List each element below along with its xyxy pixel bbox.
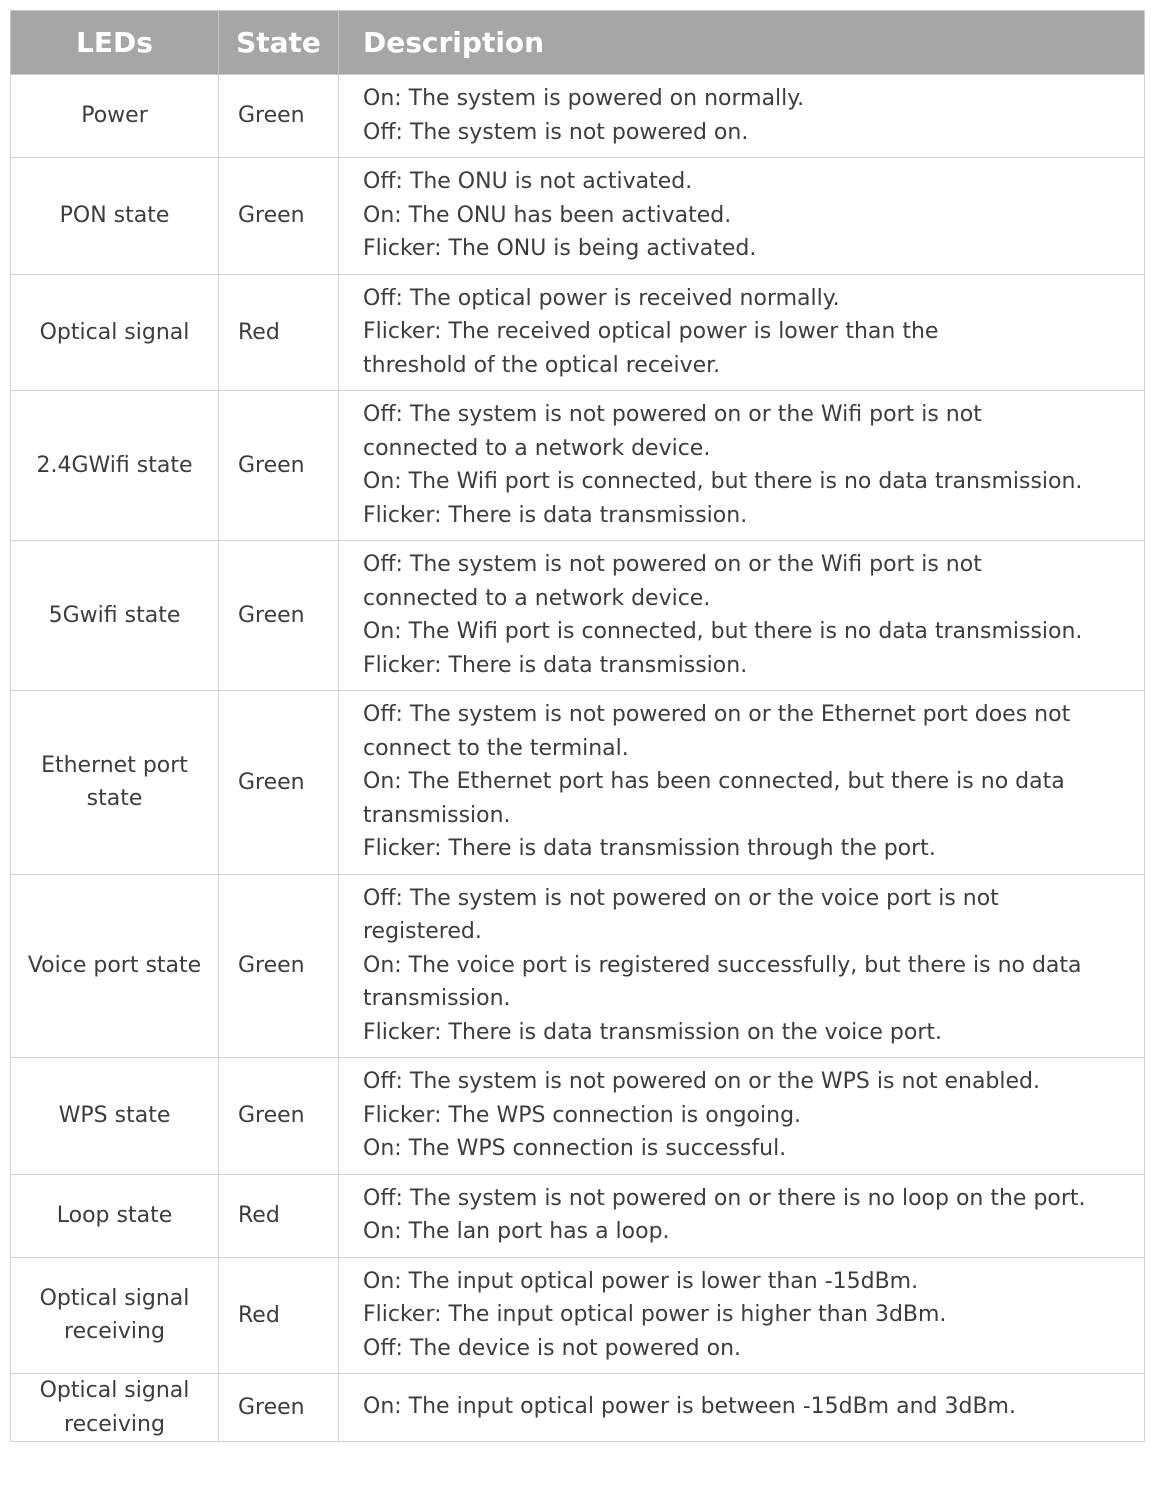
led-description-cell <box>339 274 1145 391</box>
description-line: On: The input optical power is lower than -15dBm. <box>363 1268 919 1294</box>
led-state-cell: Green <box>219 391 339 541</box>
led-description-cell <box>339 158 1145 275</box>
led-state-cell: Green <box>219 1374 339 1442</box>
led-state-cell: Green <box>219 541 339 691</box>
header-state: State <box>219 11 339 75</box>
description-line: Off: The system is not powered on or the Ethernet port does not <box>363 702 1071 727</box>
led-description-cell <box>339 1174 1145 1257</box>
description-line: On: The voice port is registered successfully, but there is no data <box>363 952 1082 978</box>
description-line: Flicker: The WPS connection is ongoing. <box>363 1102 802 1128</box>
description-line: Off: The system is not powered on or the voice port is not <box>363 885 999 911</box>
led-state-cell: Green <box>219 691 339 875</box>
led-name-cell: Optical signal receiving <box>11 1374 219 1442</box>
header-description: Description <box>339 11 1145 75</box>
led-description-cell <box>339 541 1145 691</box>
table-row <box>11 391 1145 541</box>
table-row <box>11 691 1145 875</box>
led-name-cell: Voice port state <box>11 874 219 1058</box>
table-header <box>11 11 1145 75</box>
table-row <box>11 1058 1145 1175</box>
table-row <box>11 874 1145 1058</box>
description-line: transmission. <box>363 986 511 1011</box>
description-line: connect to the terminal. <box>363 735 629 761</box>
led-description-cell <box>339 1058 1145 1175</box>
table-row <box>11 274 1145 391</box>
header-row <box>11 11 1145 75</box>
led-state-cell: Red <box>219 1257 339 1374</box>
header-leds: LEDs <box>11 11 219 75</box>
table-body <box>11 75 1145 1442</box>
table-row <box>11 158 1145 275</box>
description-line: On: The system is powered on normally. <box>363 86 805 111</box>
led-description-cell <box>339 391 1145 541</box>
led-name-cell: Loop state <box>11 1174 219 1257</box>
description-line: On: The Wifi port is connected, but there is no data transmission. <box>363 469 1083 494</box>
description-line: Flicker: The ONU is being activated. <box>363 236 757 261</box>
description-line: Off: The system is not powered on or the Wifi port is not <box>363 552 982 577</box>
led-state-cell: Red <box>219 1174 339 1257</box>
description-line: Off: The system is not powered on or there is no loop on the port. <box>363 1185 1086 1211</box>
led-status-table <box>10 10 1145 1442</box>
description-line: connected to a network device. <box>363 585 711 611</box>
led-name-cell: Optical signal <box>11 274 219 391</box>
led-state-cell: Red <box>219 274 339 391</box>
description-line: On: The Ethernet port has been connected, but there is no data <box>363 769 1065 794</box>
led-name-cell: 5Gwifi state <box>11 541 219 691</box>
led-state-cell: Green <box>219 874 339 1058</box>
description-line: threshold of the optical receiver. <box>363 352 721 378</box>
led-description-cell <box>339 1374 1145 1442</box>
description-line: On: The lan port has a loop. <box>363 1219 670 1244</box>
led-description-cell <box>339 1257 1145 1374</box>
led-name-cell: WPS state <box>11 1058 219 1175</box>
table-row <box>11 1374 1145 1442</box>
description-line: Flicker: The input optical power is higher than 3dBm. <box>363 1302 947 1327</box>
description-line: Off: The device is not powered on. <box>363 1335 742 1361</box>
description-line: Off: The system is not powered on or the WPS is not enabled. <box>363 1069 1041 1094</box>
led-name-cell: PON state <box>11 158 219 275</box>
description-line: Off: The optical power is received normally. <box>363 285 840 311</box>
led-description-cell <box>339 75 1145 158</box>
description-line: Off: The system is not powered on. <box>363 119 749 145</box>
description-line: transmission. <box>363 802 511 828</box>
led-name-cell: Power <box>11 75 219 158</box>
description-line: registered. <box>363 919 482 944</box>
led-name-cell: Ethernet port state <box>11 691 219 875</box>
description-line: Flicker: There is data transmission. <box>363 502 748 528</box>
table-row <box>11 1174 1145 1257</box>
description-line: Off: The ONU is not activated. <box>363 169 693 194</box>
led-description-cell <box>339 691 1145 875</box>
description-line: Flicker: There is data transmission through the port. <box>363 836 936 861</box>
description-line: Flicker: There is data transmission. <box>363 652 748 678</box>
led-state-cell: Green <box>219 75 339 158</box>
led-name-cell: 2.4GWifi state <box>11 391 219 541</box>
description-line: On: The Wifi port is connected, but there is no data transmission. <box>363 619 1083 644</box>
description-line: Flicker: There is data transmission on the voice port. <box>363 1019 942 1045</box>
description-line: Off: The system is not powered on or the Wifi port is not <box>363 402 982 427</box>
description-line: Flicker: The received optical power is lower than the <box>363 319 939 344</box>
description-line: On: The ONU has been activated. <box>363 202 732 228</box>
table-row <box>11 75 1145 158</box>
table-row <box>11 541 1145 691</box>
description-line: On: The input optical power is between -15dBm and 3dBm. <box>363 1394 1016 1420</box>
description-line: On: The WPS connection is successful. <box>363 1136 787 1161</box>
led-description-cell <box>339 874 1145 1058</box>
table-row <box>11 1257 1145 1374</box>
led-state-cell: Green <box>219 158 339 275</box>
led-name-cell: Optical signal receiving <box>11 1257 219 1374</box>
description-line: connected to a network device. <box>363 435 711 461</box>
led-state-cell: Green <box>219 1058 339 1175</box>
